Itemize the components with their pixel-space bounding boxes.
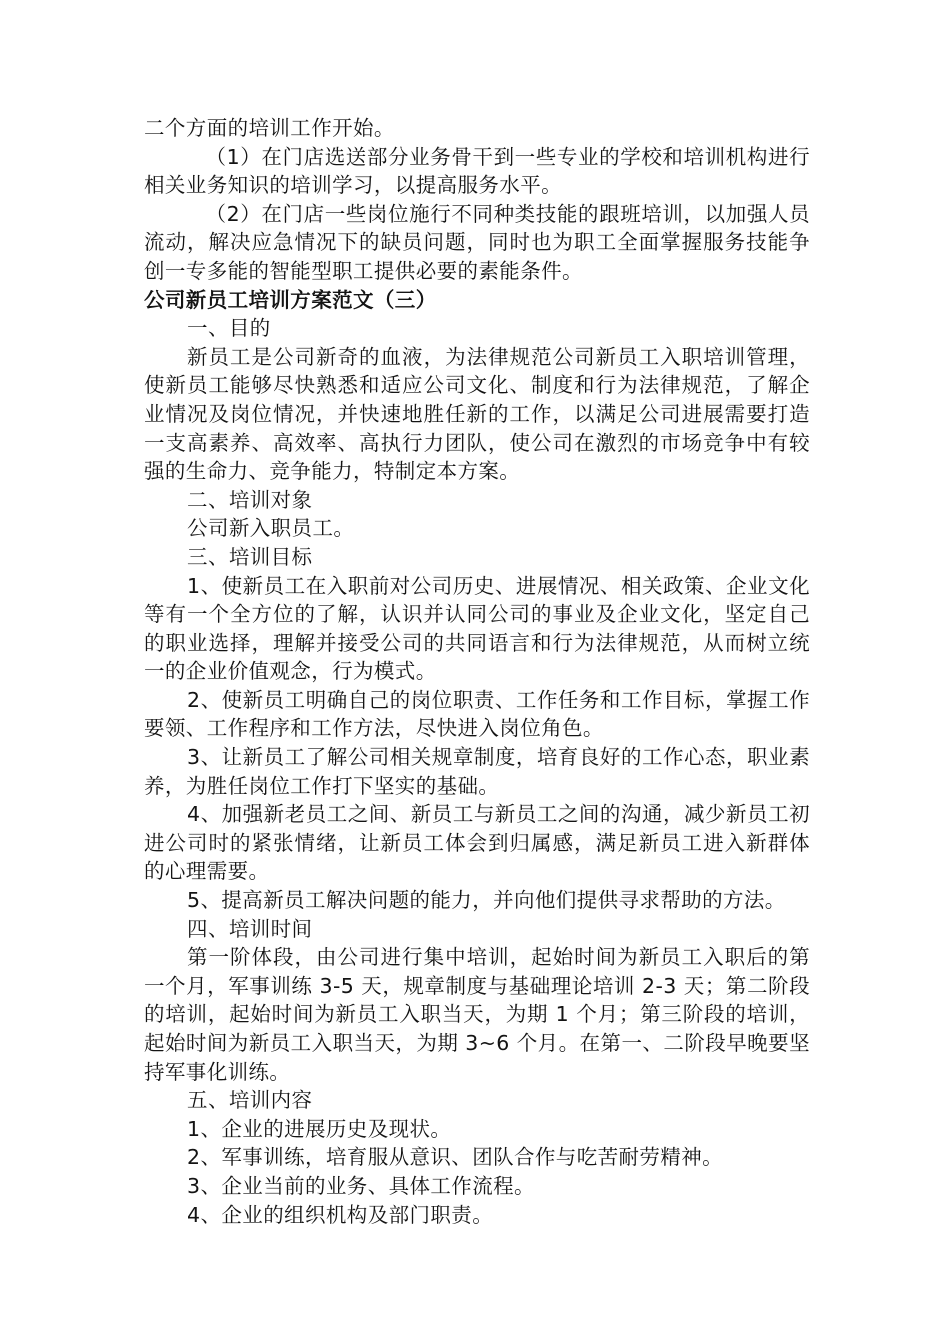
document-body (144, 114, 810, 1229)
paragraph-goal-3: 3、让新员工了解公司相关规章制度，培育良好的工作心态，职业素养，为胜任岗位工作打下坚实的基础。 (144, 745, 810, 798)
subheading-goals: 三、培训目标 (187, 544, 313, 569)
paragraph-content-2: 2、军事训练，培育服从意识、团队合作与吃苦耐劳精神。 (187, 1145, 723, 1170)
paragraph-content-4: 4、企业的组织机构及部门职责。 (187, 1202, 494, 1227)
paragraph-goal-5: 5、提高新员工解决问题的能力，并向他们提供寻求帮助的方法。 (187, 888, 786, 913)
section-heading: 公司新员工培训方案范文（三） (144, 287, 437, 312)
paragraph-content-1: 1、企业的进展历史及现状。 (187, 1116, 452, 1141)
paragraph-goal-2: 2、使新员工明确自己的岗位职责、工作任务和工作目标，掌握工作要领、工作程序和工作方法，尽快进入岗位角色。 (144, 687, 810, 741)
paragraph-audience: 公司新入职员工。 (187, 516, 355, 541)
subheading-purpose: 一、目的 (187, 316, 271, 341)
paragraph-goal-4: 4、加强新老员工之间、新员工与新员工之间的沟通，减少新员工初进公司时的紧张情绪，让新员工体会到归属感，满足新员工进入新群体的心理需要。 (144, 802, 810, 884)
paragraph-schedule: 第一阶体段，由公司进行集中培训，起始时间为新员工入职后的第一个月，军事训练 3-5 天，规章制度与基础理论培训 2-3 天；第二阶段的培训，起始时间为新员工入职当天，为期 1 个月；第三阶段的培训，起始时间为新员工入职当天，为期 3~6 个月。在第一、二阶段早晚要坚持军事化训练。 (144, 945, 810, 1084)
paragraph-goal-1: 1、使新员工在入职前对公司历史、进展情况、相关政策、企业文化等有一个全方位的了解，认识并认同公司的事业及企业文化，坚定自己的职业选择，理解并接受公司的共同语言和行为法律规范，从而树立统一的企业价值观念，行为模式。 (144, 573, 810, 684)
subheading-schedule: 四、培训时间 (187, 916, 313, 941)
paragraph-item-2: （2）在门店一些岗位施行不同种类技能的跟班培训，以加强人员流动，解决应急情况下的缺员问题，同时也为职工全面掌握服务技能争创一专多能的智能型职工提供必要的素能条件。 (144, 201, 810, 283)
paragraph-continuation: 二个方面的培训工作开始。 (144, 116, 395, 140)
paragraph-item-1: （1）在门店选送部分业务骨干到一些专业的学校和培训机构进行相关业务知识的培训学习，以提高服务水平。 (144, 144, 810, 198)
paragraph-content-3: 3、企业当前的业务、具体工作流程。 (187, 1173, 535, 1198)
paragraph-purpose: 新员工是公司新奇的血液，为法律规范公司新员工入职培训管理，使新员工能够尽快熟悉和适应公司文化、制度和行为法律规范，了解企业情况及岗位情况，并快速地胜任新的工作，以满足公司进展需要打造一支高素养、高效率、高执行力团队，使公司在激烈的市场竞争中有较强的生命力、竞争能力，特制定本方案。 (144, 344, 810, 484)
subheading-audience: 二、培训对象 (187, 487, 313, 512)
subheading-content: 五、培训内容 (187, 1088, 313, 1113)
